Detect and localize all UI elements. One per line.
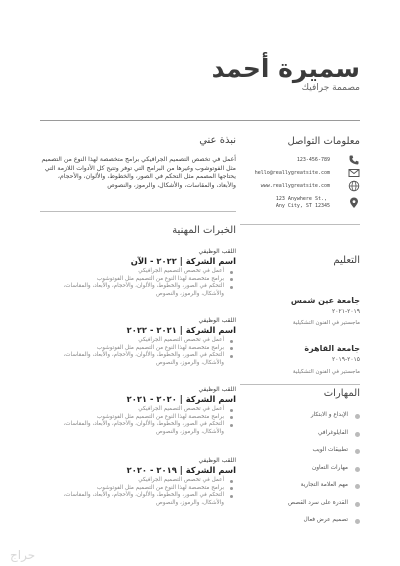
job-title-label: اللقب الوظيفي (198, 248, 236, 255)
job-bullet: برامج متخصصة لهذا النوع من التصميم مثل الفوتوشوب (40, 345, 224, 353)
job-bullet: أعمل في تخصص التصميم الجرافيكي (40, 477, 224, 485)
job-company-dates: اسم الشركة | ٢٠١٩ - ٢٠٢٠ (126, 465, 236, 475)
education-divider (240, 384, 360, 385)
mail-icon (348, 167, 360, 179)
education-dates-2: ٢٠١٥-٢٠١٩ (332, 356, 360, 363)
resume-name: سميرة أحمد (211, 54, 360, 83)
contact-email (240, 167, 360, 179)
watermark: حراج (10, 548, 36, 562)
skill-item: القدرة على سرد القصص (240, 500, 360, 518)
education-school-2: جامعة القاهرة (304, 344, 360, 353)
about-text: أعمل في تخصص التصميم الجرافيكي برامج متخصصة لهذا النوع من التصميم مثل الفوتوشوب وغيرها من البرامج التي توفر وتتيح كل الأدوات اللازمة التي يحتاجها المصمم مثل التحكم في الصور، والخطوط، والألوان، والأحجام، والأبعاد، والمقاسات، والأشكال، والرموز، والنصوص (41, 156, 236, 189)
skill-item: الفايلوغرافي (240, 430, 360, 448)
skill-item: الإبداع و الابتكار (240, 412, 360, 430)
job-bullets (40, 268, 236, 299)
education-title: التعليم (333, 255, 360, 266)
job-title-label: اللقب الوظيفي (198, 386, 236, 393)
job-bullet: التحكم في الصور، والخطوط، والألوان، والأحجام، والأبعاد، والمقاسات، والأشكال، والرموز، والنصوص (40, 352, 224, 367)
experience-item (40, 386, 236, 437)
phone-icon (348, 154, 360, 166)
contact-divider (240, 224, 360, 225)
phone-text: 123-456-789 (296, 157, 330, 163)
education-school-1: جامعة عين شمس (290, 296, 360, 305)
education-degree-1: ماجستير في الفنون التشكيلية (292, 320, 360, 326)
job-bullet: أعمل في تخصص التصميم الجرافيكي (40, 406, 224, 414)
about-title: نبذة عني (199, 135, 236, 146)
job-bullet: أعمل في تخصص التصميم الجرافيكي (40, 268, 224, 276)
resume-role: مصممة جرافيك (301, 83, 360, 93)
education-dates-1: ٢٠١٩-٢٠٢١ (332, 308, 360, 315)
job-bullets (40, 406, 236, 437)
skill-item: تصميم عرض فعال (240, 517, 360, 535)
experience-title: الخبرات المهنية (172, 225, 236, 236)
job-bullet: التحكم في الصور، والخطوط، والألوان، والأحجام، والأبعاد، والمقاسات، والأشكال، والرموز، والنصوص (40, 421, 224, 436)
job-company-dates: اسم الشركة | ٢٠٢٢ - الآن (130, 256, 236, 266)
contact-website (240, 180, 360, 192)
location-icon (348, 194, 360, 206)
skills-list (240, 412, 360, 535)
skill-item: مهارات التعاون (240, 465, 360, 483)
job-bullet: برامج متخصصة لهذا النوع من التصميم مثل الفوتوشوب (40, 414, 224, 422)
contact-phone (240, 154, 360, 166)
skill-item: مهم العلامة التجارية (240, 482, 360, 500)
education-degree-2: ماجستير في الفنون التشكيلية (292, 369, 360, 375)
job-bullet: برامج متخصصة لهذا النوع من التصميم مثل الفوتوشوب (40, 485, 224, 493)
job-title-label: اللقب الوظيفي (198, 457, 236, 464)
job-company-dates: اسم الشركة | ٢٠٢١ - ٢٠٢٢ (126, 325, 236, 335)
job-bullet: التحكم في الصور، والخطوط، والألوان، والأحجام، والأبعاد، والمقاسات، والأشكال، والرموز، والنصوص (40, 492, 224, 507)
about-divider (40, 211, 236, 212)
contact-title: معلومات التواصل (287, 136, 360, 147)
job-bullet: برامج متخصصة لهذا النوع من التصميم مثل الفوتوشوب (40, 276, 224, 284)
address-line-2: Any City, ST 12345 (275, 203, 330, 209)
skill-item: تطبيقات الويب (240, 447, 360, 465)
job-company-dates: اسم الشركة | ٢٠٢٠ - ٢٠٢١ (126, 394, 236, 404)
email-text[interactable]: hello@reallygreatsite.com (254, 170, 330, 176)
address-line-1: 123 Anywhere St., (275, 196, 327, 202)
job-bullet: التحكم في الصور، والخطوط، والألوان، والأحجام، والأبعاد، والمقاسات، والأشكال، والرموز، والنصوص (40, 283, 224, 298)
experience-item (40, 248, 236, 299)
job-bullet: أعمل في تخصص التصميم الجرافيكي (40, 337, 224, 345)
job-bullets (40, 477, 236, 508)
header-divider (40, 120, 360, 121)
website-text[interactable]: www.reallygreatsite.com (260, 183, 330, 189)
globe-icon (348, 180, 360, 192)
experience-item (40, 317, 236, 368)
job-bullets (40, 337, 236, 368)
skills-title: المهارات (323, 388, 360, 399)
address (276, 196, 330, 210)
experience-item (40, 457, 236, 508)
job-title-label: اللقب الوظيفي (198, 317, 236, 324)
